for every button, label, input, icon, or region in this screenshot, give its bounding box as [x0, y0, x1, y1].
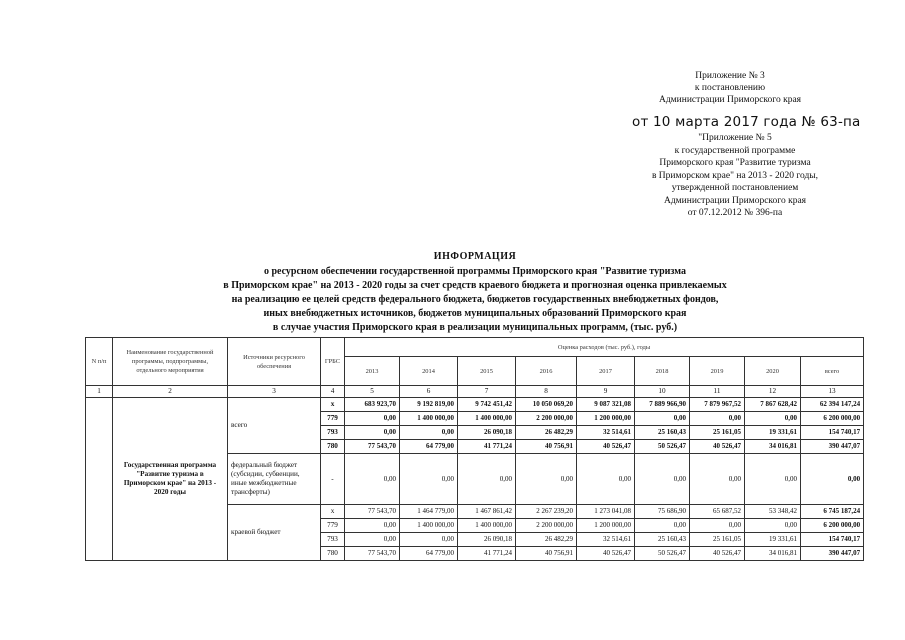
header-year: 2020: [745, 357, 801, 386]
column-index: 12: [745, 386, 801, 398]
header-year: 2017: [577, 357, 635, 386]
year-value: 0,00: [690, 519, 745, 533]
total-value: 62 394 147,24: [801, 398, 864, 412]
year-value: 40 526,47: [577, 547, 635, 561]
column-index: 2: [113, 386, 228, 398]
year-value: 0,00: [690, 454, 745, 505]
year-value: 1 400 000,00: [400, 412, 458, 426]
title-line: иных внебюджетных источников, бюджетов муниципальных образований Приморского края: [263, 308, 687, 319]
annex-ref-line: Администрации Приморского края: [663, 195, 807, 206]
year-value: 25 161,05: [690, 533, 745, 547]
year-value: 7 867 628,42: [745, 398, 801, 412]
title-heading: ИНФОРМАЦИЯ: [433, 251, 517, 262]
year-value: 41 771,24: [458, 547, 516, 561]
year-value: 40 526,47: [690, 547, 745, 561]
year-value: 0,00: [345, 454, 400, 505]
header-year: 2015: [458, 357, 516, 386]
header-year: 2013: [345, 357, 400, 386]
grbs-code: 793: [321, 533, 345, 547]
year-value: 1 273 041,08: [577, 505, 635, 519]
annex-reference: [635, 132, 835, 220]
year-value: 1 200 000,00: [577, 519, 635, 533]
year-value: 1 467 861,42: [458, 505, 516, 519]
year-value: 0,00: [516, 454, 577, 505]
year-value: 64 779,00: [400, 440, 458, 454]
table-header-row: [86, 338, 864, 357]
table-row: [86, 398, 864, 412]
year-value: 64 779,00: [400, 547, 458, 561]
total-value: 0,00: [801, 454, 864, 505]
annex-ref-line: к государственной программе: [674, 145, 796, 156]
column-index: 3: [228, 386, 321, 398]
header-year: 2019: [690, 357, 745, 386]
year-value: 53 348,42: [745, 505, 801, 519]
year-value: 0,00: [745, 412, 801, 426]
grbs-code: -: [321, 454, 345, 505]
year-value: 2 200 000,00: [516, 519, 577, 533]
year-value: 50 526,47: [635, 547, 690, 561]
annex-line: к постановлению: [694, 83, 766, 93]
total-value: 6 200 000,00: [801, 519, 864, 533]
column-index: 5: [345, 386, 400, 398]
total-value: 6 200 000,00: [801, 412, 864, 426]
annex-ref-line: "Приложение № 5: [698, 133, 772, 143]
column-index: 4: [321, 386, 345, 398]
year-value: 9 087 321,08: [577, 398, 635, 412]
total-value: 390 447,07: [801, 547, 864, 561]
year-value: 19 331,61: [745, 533, 801, 547]
table-index-row: [86, 386, 864, 398]
year-value: 41 771,24: [458, 440, 516, 454]
year-value: 65 687,52: [690, 505, 745, 519]
source-name: федеральный бюджет (субсидии, субвенции, иные межбюджетные трансферты): [228, 454, 321, 505]
annex-line: Администрации Приморского края: [658, 95, 802, 105]
total-value: 6 745 187,24: [801, 505, 864, 519]
year-value: 77 543,70: [345, 440, 400, 454]
year-value: 77 543,70: [345, 547, 400, 561]
grbs-code: 793: [321, 426, 345, 440]
resource-table: [85, 337, 864, 561]
year-value: 0,00: [745, 519, 801, 533]
header-name: Наименование государственной программы, подпрограммы, отдельного мероприятия: [113, 338, 228, 386]
year-value: 0,00: [345, 426, 400, 440]
year-value: 0,00: [458, 454, 516, 505]
year-value: 0,00: [345, 412, 400, 426]
grbs-code: 780: [321, 547, 345, 561]
title-line: в случае участия Приморского края в реализации муниципальных программ, (тыс. руб.): [272, 322, 678, 333]
grbs-code: x: [321, 505, 345, 519]
annex-line: Приложение № 3: [695, 71, 765, 81]
year-value: 0,00: [577, 454, 635, 505]
title-line: о ресурсном обеспечении государственной программы Приморского края "Развитие туризма: [263, 266, 687, 277]
title-line: на реализацию ее целей средств федерального бюджета, бюджетов государственных внебюджетных фондов,: [231, 294, 719, 305]
year-value: 34 016,81: [745, 440, 801, 454]
column-index: 6: [400, 386, 458, 398]
column-index: 13: [801, 386, 864, 398]
annex-ref-line: Приморского края "Развитие туризма: [659, 158, 811, 168]
annex-ref-line: утвержденной постановлением: [671, 183, 799, 193]
year-value: 25 161,05: [690, 426, 745, 440]
grbs-code: 779: [321, 519, 345, 533]
year-value: 1 400 000,00: [400, 519, 458, 533]
year-value: 26 482,29: [516, 426, 577, 440]
year-value: 0,00: [635, 454, 690, 505]
total-value: 390 447,07: [801, 440, 864, 454]
header-year: 2016: [516, 357, 577, 386]
year-value: 9 192 819,00: [400, 398, 458, 412]
year-value: 25 160,43: [635, 426, 690, 440]
year-value: 0,00: [400, 533, 458, 547]
year-value: 26 090,18: [458, 533, 516, 547]
year-value: 2 200 000,00: [516, 412, 577, 426]
header-estimate: Оценка расходов (тыс. руб.), годы: [345, 338, 864, 357]
year-value: 25 160,43: [635, 533, 690, 547]
year-value: 77 543,70: [345, 505, 400, 519]
year-value: 40 526,47: [690, 440, 745, 454]
annex-ref-line: от 07.12.2012 № 396-па: [687, 208, 783, 218]
year-value: 10 050 069,20: [516, 398, 577, 412]
year-value: 0,00: [345, 533, 400, 547]
column-index: 1: [86, 386, 113, 398]
year-value: 40 526,47: [577, 440, 635, 454]
column-index: 7: [458, 386, 516, 398]
source-name: всего: [228, 398, 321, 454]
year-value: 26 482,29: [516, 533, 577, 547]
annex-header: [640, 70, 820, 106]
year-value: 1 400 000,00: [458, 412, 516, 426]
year-value: 0,00: [635, 412, 690, 426]
document-title: [130, 250, 820, 335]
source-name: краевой бюджет: [228, 505, 321, 561]
annex-ref-line: в Приморском крае" на 2013 - 2020 годы,: [651, 170, 819, 181]
year-value: 1 400 000,00: [458, 519, 516, 533]
year-value: 26 090,18: [458, 426, 516, 440]
year-value: 7 879 967,52: [690, 398, 745, 412]
row-number: [86, 398, 113, 561]
year-value: 7 889 966,90: [635, 398, 690, 412]
column-index: 10: [635, 386, 690, 398]
column-index: 11: [690, 386, 745, 398]
year-value: 0,00: [400, 454, 458, 505]
year-value: 32 514,61: [577, 533, 635, 547]
year-value: 0,00: [635, 519, 690, 533]
year-value: 19 331,61: [745, 426, 801, 440]
year-value: 32 514,61: [577, 426, 635, 440]
header-grbs: ГРБС: [321, 338, 345, 386]
header-year: 2018: [635, 357, 690, 386]
program-name: Государственная программа "Развитие туризма в Приморском крае" на 2013 - 2020 годы: [113, 398, 228, 561]
grbs-code: 779: [321, 412, 345, 426]
column-index: 8: [516, 386, 577, 398]
grbs-code: 780: [321, 440, 345, 454]
year-value: 0,00: [345, 519, 400, 533]
header-num: N п/п: [86, 338, 113, 386]
total-value: 154 740,17: [801, 426, 864, 440]
year-value: 34 016,81: [745, 547, 801, 561]
year-value: 0,00: [690, 412, 745, 426]
year-value: 75 686,90: [635, 505, 690, 519]
header-source: Источники ресурсного обеспечения: [228, 338, 321, 386]
year-value: 1 464 779,00: [400, 505, 458, 519]
decree-date-stamp: от 10 марта 2017 года № 63-па: [632, 114, 861, 130]
year-value: 0,00: [745, 454, 801, 505]
grbs-code: x: [321, 398, 345, 412]
year-value: 40 756,91: [516, 547, 577, 561]
year-value: 683 923,70: [345, 398, 400, 412]
year-value: 9 742 451,42: [458, 398, 516, 412]
year-value: 40 756,91: [516, 440, 577, 454]
title-line: в Приморском крае" на 2013 - 2020 годы за счет средств краевого бюджета и прогнозная оценка привлекаемых: [223, 280, 727, 291]
header-year: всего: [801, 357, 864, 386]
year-value: 1 200 000,00: [577, 412, 635, 426]
year-value: 2 267 239,20: [516, 505, 577, 519]
year-value: 0,00: [400, 426, 458, 440]
header-year: 2014: [400, 357, 458, 386]
column-index: 9: [577, 386, 635, 398]
total-value: 154 740,17: [801, 533, 864, 547]
year-value: 50 526,47: [635, 440, 690, 454]
